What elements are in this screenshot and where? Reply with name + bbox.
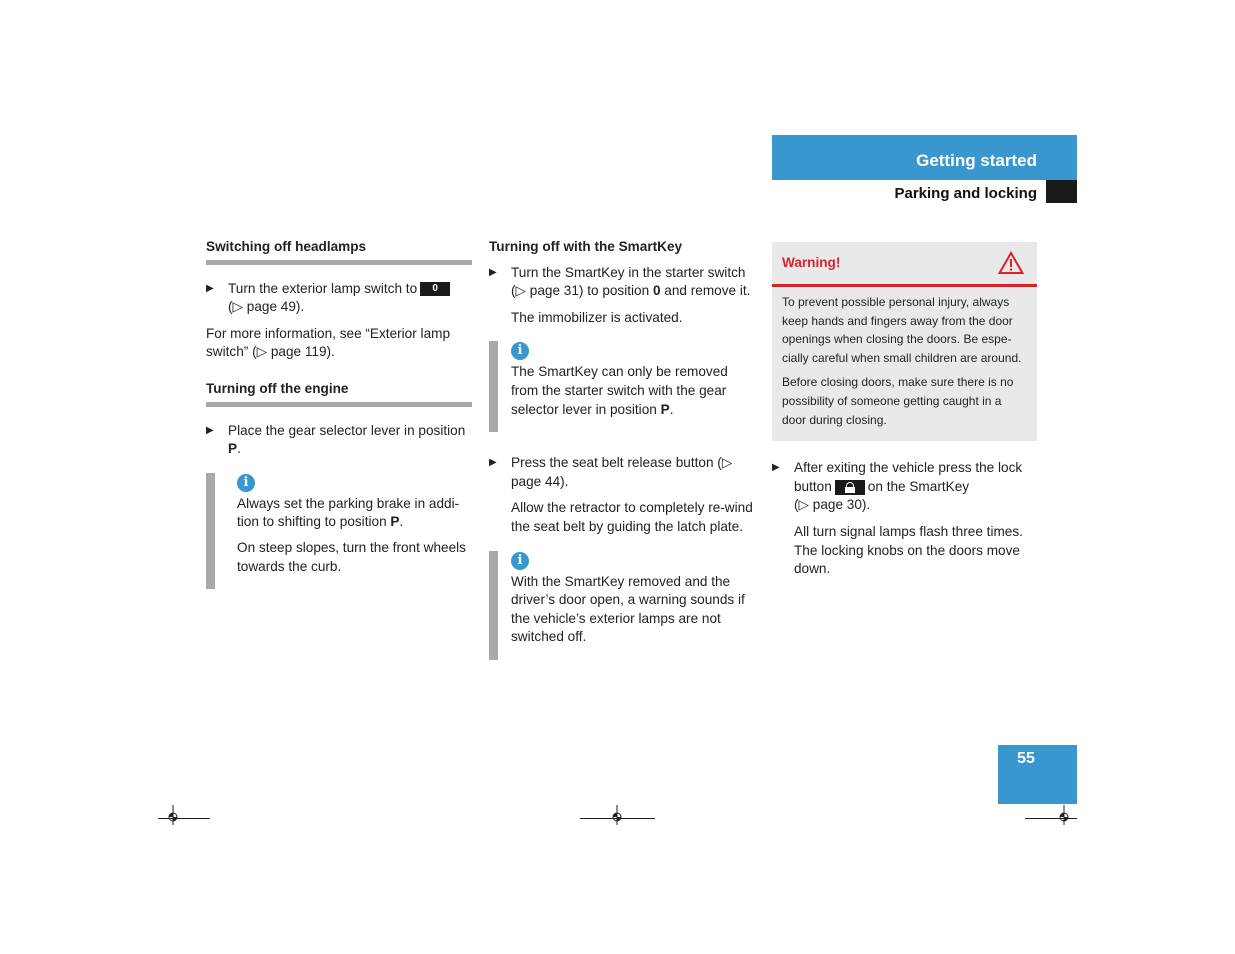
heading-turning-off-engine: Turning off the engine	[206, 380, 472, 407]
triangle-bullet-icon: ▶	[206, 424, 214, 436]
registration-mark-icon	[1057, 805, 1071, 825]
step-text: Turn the exterior lamp switch to	[228, 280, 418, 296]
heading-turning-off-smartkey: Turning off with the SmartKey	[489, 239, 683, 254]
warning-title: Warning!	[782, 255, 841, 270]
page-reference: (▷ page 30).	[794, 497, 871, 513]
step-text-tail: and remove it.	[664, 283, 751, 299]
result-turn-signals: All turn signal lamps flash three times. The locking knobs on the doors move down.	[794, 523, 1023, 577]
lock-icon	[835, 480, 865, 495]
registration-mark-icon	[166, 805, 180, 825]
column-middle	[489, 238, 755, 668]
info-note-warning-sound	[489, 551, 755, 660]
para-more-info: For more information, see “Exterior lamp switch” (▷ page 119).	[206, 325, 451, 360]
step-text-after: on the SmartKey	[867, 478, 970, 494]
result-immobilizer: The immobilizer is activated.	[511, 309, 683, 325]
result-retractor: Allow the retractor to completely re-wind the seat belt by guiding the latch plate.	[511, 500, 753, 534]
warning-text-closing: Before closing doors, make sure there is no possibility of someone getting caught in a door during closing.	[782, 375, 1014, 427]
section-title: Getting started	[916, 151, 1037, 170]
position-p: P	[228, 441, 238, 457]
registration-mark-icon	[610, 805, 624, 825]
warning-box	[772, 242, 1037, 441]
info-text: The SmartKey can only be removed from the starter switch with the gear selector lever in position P.	[511, 364, 728, 417]
step-lamp-switch	[206, 280, 472, 317]
triangle-bullet-icon: ▶	[489, 457, 497, 469]
step-text: Press the seat belt release button (▷ page 44).	[511, 455, 733, 489]
lamp-switch-zero-key-icon: 0	[420, 282, 450, 296]
page-number: 55	[1017, 750, 1035, 767]
step-text: Turn the SmartKey in the starter switch (▷ page 31) to position	[511, 264, 746, 299]
info-text-steep-slopes: On steep slopes, turn the front wheels towards the curb.	[237, 539, 466, 574]
column-right	[772, 242, 1037, 587]
info-note-smartkey-removal	[489, 341, 755, 432]
position-p: P	[660, 401, 670, 417]
heading-switching-off-headlamps: Switching off headlamps	[206, 238, 472, 265]
step-text: Place the gear selector lever in position	[228, 422, 466, 438]
triangle-bullet-icon: ▶	[489, 266, 497, 278]
triangle-bullet-icon: ▶	[772, 462, 780, 474]
lock-steps	[772, 459, 1037, 579]
step-seat-belt	[489, 454, 755, 491]
position-zero: 0	[652, 283, 661, 299]
info-icon: i	[511, 342, 529, 360]
position-p: P	[390, 514, 400, 530]
warning-body	[772, 287, 1037, 441]
warning-header	[772, 242, 1037, 287]
info-text: Always set the parking brake in addi-tion to shifting to position P.	[237, 495, 460, 530]
subsection-title: Parking and locking	[894, 185, 1037, 202]
info-sentence: The SmartKey can only be removed from the starter switch with the gear selector lever in position	[511, 364, 728, 417]
step-text: After exiting the vehicle press the lock button	[794, 460, 1023, 494]
page-reference: (▷ page 49).	[228, 299, 305, 315]
step-lock-vehicle	[772, 459, 1037, 515]
info-icon: i	[511, 552, 529, 570]
info-note-parking-brake	[206, 473, 472, 589]
info-sentence: Always set the parking brake in addi-tion to shifting to position	[237, 495, 460, 530]
warning-text-injury: To prevent possible personal injury, always keep hands and fingers away from the door openings when closing the doors. Be espe-cially careful when small children are around.	[782, 295, 1022, 365]
triangle-bullet-icon: ▶	[206, 282, 214, 294]
column-left	[206, 238, 472, 597]
section-tab-marker	[1046, 180, 1077, 203]
info-text: With the SmartKey removed and the driver’s door open, a warning sounds if the vehicle’s exterior lamps are not switched off.	[511, 573, 745, 645]
info-icon: i	[237, 474, 255, 492]
step-turn-smartkey	[489, 264, 755, 301]
step-gear-selector: ▶ Place the gear selector lever in position P.	[206, 422, 466, 457]
warning-triangle-icon	[998, 251, 1024, 275]
